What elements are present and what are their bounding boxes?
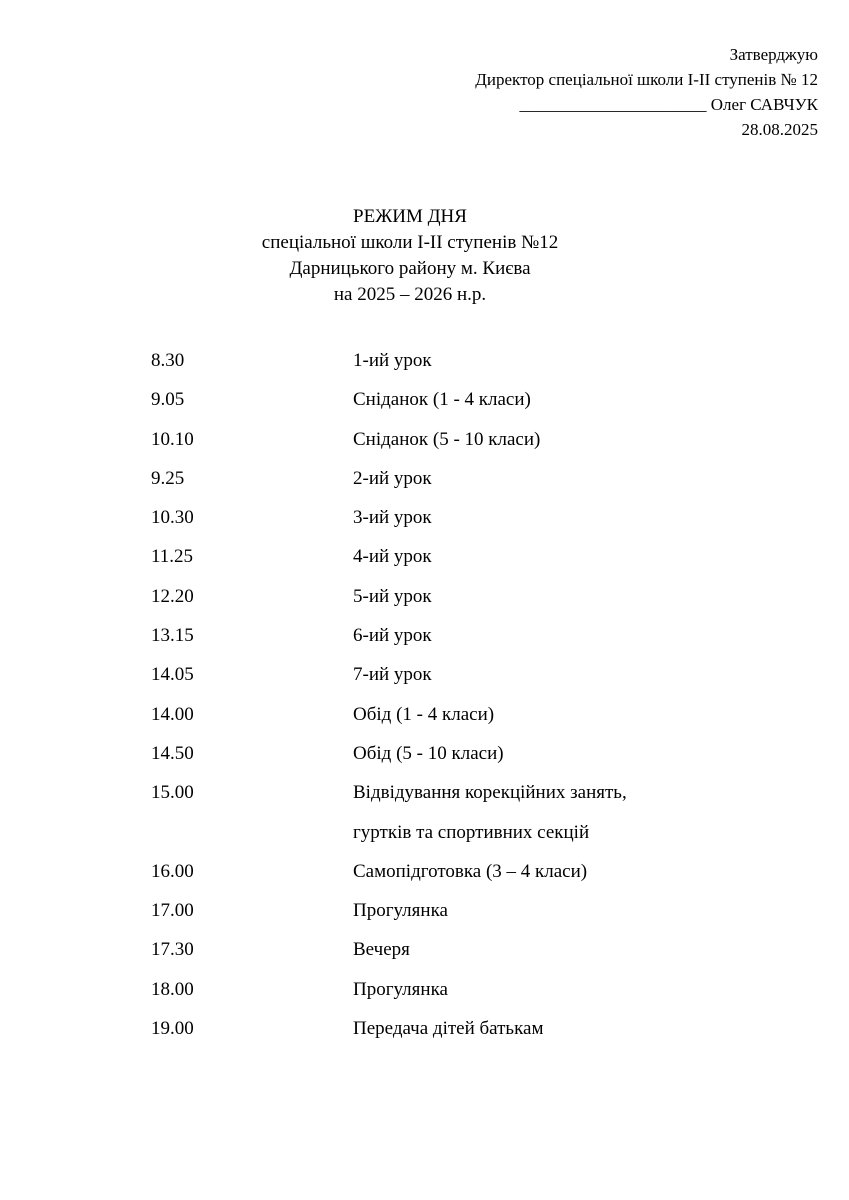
schedule-time: 9.05 bbox=[151, 389, 185, 411]
schedule-time: 13.15 bbox=[151, 625, 194, 647]
schedule-row bbox=[151, 1016, 771, 1055]
schedule-time: 19.00 bbox=[151, 1018, 194, 1040]
schedule-activity: Прогулянка bbox=[353, 900, 448, 922]
schedule-row bbox=[151, 662, 771, 701]
schedule-time: 16.00 bbox=[151, 860, 194, 882]
schedule-row bbox=[151, 741, 771, 780]
document-title-block bbox=[0, 204, 820, 308]
school-district: Дарницького району м. Києва bbox=[289, 258, 531, 279]
director-title: Директор спеціальної школи І-ІІ ступенів № 12 bbox=[475, 70, 818, 89]
document-title: РЕЖИМ ДНЯ bbox=[353, 206, 467, 227]
schedule-time: 17.30 bbox=[151, 939, 194, 961]
schedule-activity: Самопідготовка (3 – 4 класи) bbox=[353, 860, 588, 882]
schedule-row bbox=[151, 820, 771, 859]
schedule-activity: Сніданок (5 - 10 класи) bbox=[353, 428, 541, 450]
schedule-time: 18.00 bbox=[151, 978, 194, 1000]
schedule-row bbox=[151, 898, 771, 937]
schedule-time: 15.00 bbox=[151, 782, 194, 804]
schedule-time: 10.30 bbox=[151, 507, 194, 529]
schedule-activity: 3-ий урок bbox=[353, 507, 432, 529]
schedule-activity: 6-ий урок bbox=[353, 625, 432, 647]
schedule-activity: 2-ий урок bbox=[353, 467, 432, 489]
schedule-activity: 7-ий урок bbox=[353, 664, 432, 686]
director-signature-line: ______________________ Олег САВЧУК bbox=[519, 95, 818, 114]
schedule-row bbox=[151, 427, 771, 466]
schedule-activity: 4-ий урок bbox=[353, 546, 432, 568]
schedule-row bbox=[151, 977, 771, 1016]
schedule-row bbox=[151, 387, 771, 426]
schedule-row bbox=[151, 859, 771, 898]
schedule-activity: гуртків та спортивних секцій bbox=[353, 821, 590, 843]
schedule-row bbox=[151, 623, 771, 662]
schedule-time: 10.10 bbox=[151, 428, 194, 450]
schedule-time: 12.20 bbox=[151, 585, 194, 607]
schedule-row bbox=[151, 544, 771, 583]
schedule-row bbox=[151, 466, 771, 505]
schedule-activity: 1-ий урок bbox=[353, 350, 432, 371]
schedule-row bbox=[151, 348, 771, 387]
schedule-activity: 5-ий урок bbox=[353, 585, 432, 607]
schedule-row bbox=[151, 937, 771, 976]
schedule-time: 8.30 bbox=[151, 350, 185, 371]
schedule-time: 9.25 bbox=[151, 467, 185, 489]
schedule-row bbox=[151, 584, 771, 623]
schedule-activity: Обід (1 - 4 класи) bbox=[353, 703, 495, 725]
schedule-activity: Сніданок (1 - 4 класи) bbox=[353, 389, 531, 411]
schedule-activity: Відвідування корекційних занять, bbox=[353, 782, 627, 804]
schedule-list bbox=[151, 348, 771, 1055]
schedule-activity: Обід (5 - 10 класи) bbox=[353, 742, 504, 764]
approval-heading: Затверджую bbox=[729, 45, 818, 64]
schedule-time: 17.00 bbox=[151, 900, 194, 922]
schedule-activity: Прогулянка bbox=[353, 978, 448, 1000]
schedule-activity: Вечеря bbox=[353, 939, 410, 961]
schedule-time: 14.50 bbox=[151, 742, 194, 764]
schedule-time: 14.05 bbox=[151, 664, 194, 686]
schedule-activity: Передача дітей батькам bbox=[353, 1018, 544, 1040]
academic-year: на 2025 – 2026 н.р. bbox=[333, 284, 487, 305]
schedule-time: 11.25 bbox=[151, 546, 194, 568]
approval-date: 28.08.2025 bbox=[741, 120, 818, 139]
schedule-time: 14.00 bbox=[151, 703, 194, 725]
schedule-row bbox=[151, 505, 771, 544]
schedule-row bbox=[151, 780, 771, 819]
schedule-row bbox=[151, 702, 771, 741]
school-name: спеціальної школи І-ІІ ступенів №12 bbox=[261, 232, 559, 253]
approval-block bbox=[475, 42, 818, 142]
